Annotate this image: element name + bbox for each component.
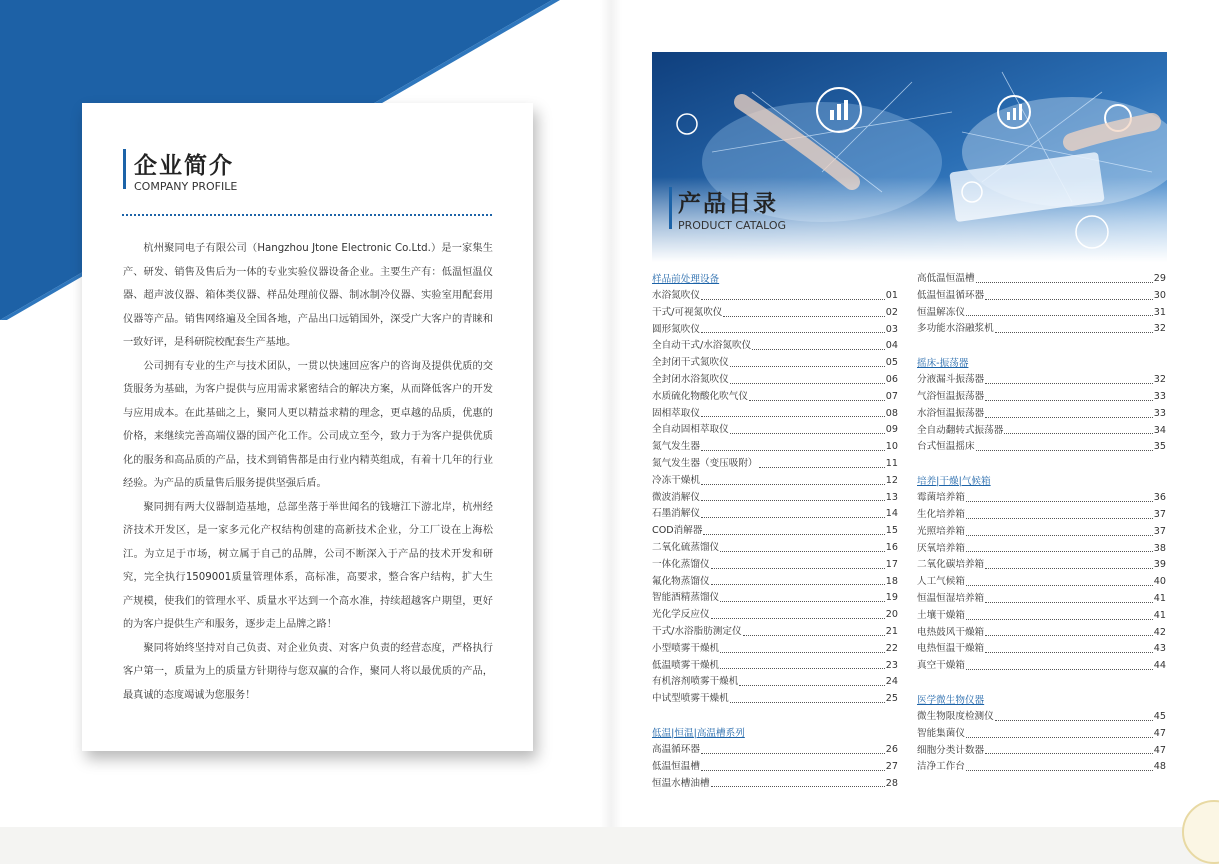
dot-leader bbox=[730, 422, 885, 434]
dot-leader bbox=[701, 288, 885, 300]
catalog-entry bbox=[652, 674, 898, 691]
entry-name: 水质硫化物酸化吹气仪 bbox=[652, 390, 748, 402]
entry-name: 人工气候箱 bbox=[917, 576, 965, 588]
dot-leader bbox=[703, 523, 884, 535]
entry-name: 高温循环器 bbox=[652, 743, 700, 755]
dot-leader bbox=[985, 406, 1153, 418]
catalog-entry bbox=[652, 456, 898, 473]
dot-leader bbox=[711, 574, 885, 586]
catalog-entry bbox=[917, 743, 1166, 760]
left-page bbox=[0, 0, 610, 827]
entry-name: 生化培养箱 bbox=[917, 508, 965, 520]
entry-page-number: 42 bbox=[1153, 626, 1166, 638]
catalog-entry bbox=[917, 541, 1166, 558]
dot-leader bbox=[730, 691, 885, 703]
entry-page-number: 38 bbox=[1153, 542, 1166, 554]
catalog-entry bbox=[917, 726, 1166, 743]
intro-paragraph: 聚同将始终坚持对自己负责、对企业负责、对客户负责的经营态度，严格执行客户第一，质量为上的质量方针期待与您双赢的合作，聚同人将以最优质的产品，最真诚的态度竭诚为您服务！ bbox=[123, 642, 493, 701]
dot-leader bbox=[976, 271, 1153, 283]
dot-leader bbox=[701, 506, 885, 518]
entry-page-number: 28 bbox=[885, 777, 898, 789]
dot-leader bbox=[966, 524, 1153, 536]
catalog-entry bbox=[652, 523, 898, 540]
entry-page-number: 35 bbox=[1153, 441, 1166, 453]
entry-page-number: 17 bbox=[885, 558, 898, 570]
entry-name: 恒温解冻仪 bbox=[917, 306, 965, 318]
entry-page-number: 22 bbox=[885, 642, 898, 654]
entry-page-number: 31 bbox=[1153, 306, 1166, 318]
catalog-entry bbox=[917, 271, 1166, 288]
entry-page-number: 37 bbox=[1153, 525, 1166, 537]
entry-page-number: 47 bbox=[1153, 744, 1166, 756]
catalog-column-1 bbox=[652, 271, 898, 792]
catalog-entry bbox=[917, 625, 1166, 642]
dot-leader bbox=[1004, 423, 1152, 435]
entry-page-number: 41 bbox=[1153, 592, 1166, 604]
catalog-entry bbox=[652, 305, 898, 322]
catalog-entry bbox=[917, 524, 1166, 541]
entry-page-number: 25 bbox=[885, 693, 898, 705]
dot-leader bbox=[966, 726, 1153, 738]
dot-leader bbox=[752, 338, 885, 350]
dotted-divider bbox=[122, 214, 492, 216]
entry-page-number: 48 bbox=[1153, 761, 1166, 773]
dot-leader bbox=[743, 624, 885, 636]
entry-name: 土壤干燥箱 bbox=[917, 609, 965, 621]
dot-leader bbox=[749, 389, 885, 401]
catalog-entry bbox=[652, 624, 898, 641]
dot-leader bbox=[701, 322, 885, 334]
entry-name: 氟化物蒸馏仪 bbox=[652, 575, 710, 587]
section-spacer bbox=[652, 708, 898, 725]
dot-leader bbox=[966, 490, 1153, 502]
entry-page-number: 37 bbox=[1153, 508, 1166, 520]
entry-name: 固相萃取仪 bbox=[652, 407, 700, 419]
catalog-entry bbox=[917, 321, 1166, 338]
dot-leader bbox=[701, 406, 885, 418]
entry-name: 一体化蒸馏仪 bbox=[652, 558, 710, 570]
entry-page-number: 10 bbox=[885, 441, 898, 453]
catalog-section-heading: 样品前处理设备 bbox=[652, 274, 720, 285]
entry-page-number: 13 bbox=[885, 491, 898, 503]
catalog-entry bbox=[917, 389, 1166, 406]
catalog-entry bbox=[917, 574, 1166, 591]
dot-leader bbox=[985, 372, 1153, 384]
catalog-subtitle: PRODUCT CATALOG bbox=[678, 219, 787, 232]
entry-page-number: 14 bbox=[885, 508, 898, 520]
dot-leader bbox=[701, 742, 885, 754]
catalog-entry bbox=[917, 591, 1166, 608]
dot-leader bbox=[966, 759, 1153, 771]
dot-leader bbox=[995, 321, 1153, 333]
dot-leader bbox=[711, 607, 885, 619]
entry-name: 全自动翻转式振荡器 bbox=[917, 424, 1004, 436]
entry-page-number: 36 bbox=[1153, 492, 1166, 504]
catalog-column-2 bbox=[917, 271, 1166, 776]
entry-name: 氮气发生器（变压吸附） bbox=[652, 457, 758, 469]
entry-name: 恒温恒湿培养箱 bbox=[917, 592, 985, 604]
dot-leader bbox=[711, 557, 885, 569]
catalog-entry bbox=[917, 641, 1166, 658]
entry-name: 恒温水槽油槽 bbox=[652, 777, 710, 789]
entry-name: 微生物限度检测仪 bbox=[917, 710, 994, 722]
entry-page-number: 45 bbox=[1153, 710, 1166, 722]
dot-leader bbox=[720, 540, 885, 552]
entry-page-number: 33 bbox=[1153, 390, 1166, 402]
entry-name: 干式/水浴脂肪测定仪 bbox=[652, 625, 742, 637]
dot-leader bbox=[711, 776, 885, 788]
entry-page-number: 01 bbox=[885, 290, 898, 301]
catalog-section-heading: 低温|恒温|高温槽系列 bbox=[652, 727, 745, 739]
dot-leader bbox=[759, 456, 885, 468]
catalog-entry bbox=[652, 742, 898, 759]
dot-leader bbox=[985, 389, 1153, 401]
catalog-entry bbox=[917, 557, 1166, 574]
entry-name: 石墨消解仪 bbox=[652, 508, 700, 520]
dot-leader bbox=[723, 305, 884, 317]
intro-paragraph: 杭州聚同电子有限公司（Hangzhou Jtone Electronic Co.Ltd.）是一家集生产、研发、销售及售后为一体的专业实验仪器设备企业。主要生产有：低温恒温仪器、超声波仪器、箱体类仪器、样品处理前仪器、制冰制冷仪器、实验室用配套用仪器等产品。销售网络遍及全国各地，产品出口远销国外，深受广大客户的青睐和一致好评，是科研院校配套生产基地。 bbox=[123, 243, 493, 348]
catalog-entry bbox=[652, 422, 898, 439]
entry-name: 分液漏斗振荡器 bbox=[917, 374, 985, 386]
entry-page-number: 07 bbox=[885, 390, 898, 402]
catalog-entry bbox=[652, 658, 898, 675]
entry-name: 水浴氮吹仪 bbox=[652, 290, 700, 301]
dot-leader bbox=[701, 759, 885, 771]
entry-name: 全自动干式/水浴氮吹仪 bbox=[652, 340, 752, 352]
entry-page-number: 29 bbox=[1153, 273, 1166, 284]
entry-name: COD消解器 bbox=[652, 525, 703, 537]
dot-leader bbox=[985, 625, 1153, 637]
entry-name: 有机溶剂喷雾干燥机 bbox=[652, 676, 739, 688]
catalog-entry bbox=[917, 608, 1166, 625]
catalog-entry bbox=[917, 423, 1166, 440]
entry-name: 中试型喷雾干燥机 bbox=[652, 693, 729, 705]
catalog-entry bbox=[652, 776, 898, 793]
entry-page-number: 44 bbox=[1153, 660, 1166, 672]
catalog-title: 产品目录 bbox=[678, 191, 778, 217]
entry-page-number: 43 bbox=[1153, 643, 1166, 655]
catalog-entry bbox=[652, 506, 898, 523]
entry-name: 电热鼓风干燥箱 bbox=[917, 626, 985, 638]
entry-name: 电热恒温干燥箱 bbox=[917, 643, 985, 655]
entry-page-number: 03 bbox=[885, 323, 898, 335]
entry-page-number: 06 bbox=[885, 373, 898, 385]
entry-name: 洁净工作台 bbox=[917, 761, 965, 773]
intro-paragraph: 聚同拥有两大仪器制造基地，总部坐落于举世闻名的钱塘江下游北岸，杭州经济技术开发区，是一家多元化产权结构创建的高新技术企业，分工厂设在上海松江。为立足于市场，树立属于自己的品牌，公司不断深入于产品的技术开发和研究，完全执行1509001质量管理体系，高标准，高要求，整合客户结构，扩大生产规模，使我们的管理水平、质量水平达到一个高水准，持续超越客户期望，更好的为客户提供生产和服务，逐步走上品牌之路！ bbox=[123, 501, 493, 630]
company-intro-text bbox=[123, 237, 493, 707]
entry-name: 光照培养箱 bbox=[917, 525, 965, 537]
entry-page-number: 26 bbox=[885, 743, 898, 755]
dot-leader bbox=[966, 305, 1153, 317]
company-profile-card bbox=[82, 103, 533, 751]
entry-page-number: 40 bbox=[1153, 576, 1166, 588]
entry-name: 霉菌培养箱 bbox=[917, 492, 965, 504]
entry-name: 全自动固相萃取仪 bbox=[652, 424, 729, 436]
catalog-entry bbox=[917, 439, 1166, 456]
entry-page-number: 41 bbox=[1153, 609, 1166, 621]
entry-page-number: 21 bbox=[885, 625, 898, 637]
catalog-entry bbox=[652, 540, 898, 557]
dot-leader bbox=[720, 641, 885, 653]
entry-name: 二氧化碳培养箱 bbox=[917, 559, 985, 571]
entry-page-number: 32 bbox=[1153, 374, 1166, 386]
entry-page-number: 11 bbox=[885, 457, 898, 469]
section-spacer bbox=[917, 338, 1166, 355]
dot-leader bbox=[976, 439, 1153, 451]
catalog-entry bbox=[917, 406, 1166, 423]
dot-leader bbox=[985, 557, 1153, 569]
catalog-entry bbox=[917, 507, 1166, 524]
entry-page-number: 19 bbox=[885, 592, 898, 604]
entry-page-number: 08 bbox=[885, 407, 898, 419]
entry-page-number: 02 bbox=[885, 306, 898, 318]
entry-page-number: 27 bbox=[885, 760, 898, 772]
dot-leader bbox=[701, 490, 885, 502]
entry-page-number: 12 bbox=[885, 474, 898, 486]
entry-page-number: 39 bbox=[1153, 559, 1166, 571]
entry-page-number: 30 bbox=[1153, 289, 1166, 301]
dot-leader bbox=[985, 743, 1153, 755]
dot-leader bbox=[739, 674, 884, 686]
catalog-section-heading: 培养|干燥|气候箱 bbox=[917, 476, 991, 488]
entry-name: 微波消解仪 bbox=[652, 491, 700, 503]
catalog-entry bbox=[652, 355, 898, 372]
catalog-entry bbox=[652, 389, 898, 406]
entry-page-number: 05 bbox=[885, 357, 898, 369]
entry-page-number: 24 bbox=[885, 676, 898, 688]
entry-name: 真空干燥箱 bbox=[917, 660, 965, 672]
catalog-entry bbox=[652, 607, 898, 624]
catalog-entry bbox=[652, 641, 898, 658]
catalog-entry bbox=[652, 490, 898, 507]
entry-name: 全封闭水浴氮吹仪 bbox=[652, 373, 729, 385]
intro-paragraph: 公司拥有专业的生产与技术团队，一贯以快速回应客户的咨询及提供优质的交货服务为基础，为客户提供与应用需求紧密结合的解决方案，从而降低客户的开发与应用成本。在此基础之上，聚同人更以精益求精的理念，更卓越的品质，优惠的价格，来继续完善高端仪器的国产化工作。公司成立至今，致力于为客户提供优质化的服务和高品质的产品，技术到销售都是由行业内精英组成，有着十几年的行业经验。为产品的质量售后服务提供坚强后盾。 bbox=[123, 360, 493, 489]
entry-page-number: 04 bbox=[885, 340, 898, 352]
dot-leader bbox=[995, 709, 1153, 721]
entry-name: 小型喷雾干燥机 bbox=[652, 642, 720, 654]
catalog-entry bbox=[917, 305, 1166, 322]
company-profile-subtitle: COMPANY PROFILE bbox=[134, 180, 238, 193]
catalog-entry bbox=[917, 658, 1166, 675]
entry-page-number: 34 bbox=[1153, 424, 1166, 436]
entry-name: 水浴恒温振荡器 bbox=[917, 407, 985, 419]
entry-page-number: 15 bbox=[885, 525, 898, 537]
catalog-entry bbox=[917, 372, 1166, 389]
dot-leader bbox=[720, 658, 885, 670]
entry-name: 多功能水浴融浆机 bbox=[917, 323, 994, 335]
entry-name: 低温恒温循环器 bbox=[917, 289, 985, 301]
entry-name: 厌氧培养箱 bbox=[917, 542, 965, 554]
entry-name: 智能酒精蒸馏仪 bbox=[652, 592, 720, 604]
catalog-entry bbox=[917, 709, 1166, 726]
dot-leader bbox=[966, 541, 1153, 553]
catalog-entry bbox=[652, 574, 898, 591]
dot-leader bbox=[985, 288, 1153, 300]
entry-name: 台式恒温摇床 bbox=[917, 441, 975, 453]
title-accent-bar bbox=[123, 149, 126, 189]
entry-page-number: 18 bbox=[885, 575, 898, 587]
entry-name: 低温恒温槽 bbox=[652, 760, 700, 772]
entry-name: 光化学反应仪 bbox=[652, 609, 710, 621]
dot-leader bbox=[730, 355, 885, 367]
catalog-entry bbox=[917, 759, 1166, 776]
entry-page-number: 16 bbox=[885, 541, 898, 553]
catalog-entry bbox=[652, 439, 898, 456]
entry-name: 高低温恒温槽 bbox=[917, 273, 975, 284]
section-spacer bbox=[917, 675, 1166, 692]
dot-leader bbox=[985, 591, 1153, 603]
dot-leader bbox=[966, 507, 1153, 519]
catalog-entry bbox=[652, 557, 898, 574]
catalog-entry bbox=[652, 322, 898, 339]
dot-leader bbox=[966, 574, 1153, 586]
dot-leader bbox=[720, 590, 885, 602]
catalog-entry bbox=[652, 473, 898, 490]
catalog-accent-bar bbox=[669, 187, 672, 229]
entry-name: 干式/可视氮吹仪 bbox=[652, 306, 723, 318]
catalog-section-heading: 医学微生物仪器 bbox=[917, 694, 985, 706]
catalog-entry bbox=[652, 590, 898, 607]
dot-leader bbox=[730, 372, 885, 384]
catalog-entry bbox=[917, 288, 1166, 305]
catalog-entry bbox=[652, 759, 898, 776]
catalog-section-heading: 摇床-振荡器 bbox=[917, 358, 969, 370]
entry-name: 氮气发生器 bbox=[652, 441, 700, 453]
right-page bbox=[610, 0, 1219, 827]
entry-name: 全封闭干式氮吹仪 bbox=[652, 357, 729, 369]
entry-page-number: 32 bbox=[1153, 323, 1166, 335]
entry-page-number: 09 bbox=[885, 424, 898, 436]
entry-name: 冷冻干燥机 bbox=[652, 474, 700, 486]
entry-name: 圆形氮吹仪 bbox=[652, 323, 700, 335]
entry-name: 细胞分类计数器 bbox=[917, 744, 985, 756]
entry-name: 智能集菌仪 bbox=[917, 727, 965, 739]
catalog-entry bbox=[652, 372, 898, 389]
page-gutter-shadow bbox=[600, 0, 622, 827]
dot-leader bbox=[701, 473, 885, 485]
entry-page-number: 33 bbox=[1153, 407, 1166, 419]
entry-name: 气浴恒温振荡器 bbox=[917, 390, 985, 402]
entry-page-number: 47 bbox=[1153, 727, 1166, 739]
catalog-entry bbox=[652, 338, 898, 355]
entry-name: 二氧化硫蒸馏仪 bbox=[652, 541, 720, 553]
catalog-entry bbox=[652, 406, 898, 423]
section-spacer bbox=[917, 456, 1166, 473]
company-profile-title: 企业简介 bbox=[134, 153, 234, 179]
catalog-entry bbox=[652, 288, 898, 305]
entry-name: 低温喷雾干燥机 bbox=[652, 659, 720, 671]
dot-leader bbox=[966, 608, 1153, 620]
dot-leader bbox=[701, 439, 885, 451]
entry-page-number: 20 bbox=[885, 609, 898, 621]
dot-leader bbox=[966, 658, 1153, 670]
catalog-entry bbox=[917, 490, 1166, 507]
entry-page-number: 23 bbox=[885, 659, 898, 671]
catalog-entry bbox=[652, 691, 898, 708]
dot-leader bbox=[985, 641, 1153, 653]
